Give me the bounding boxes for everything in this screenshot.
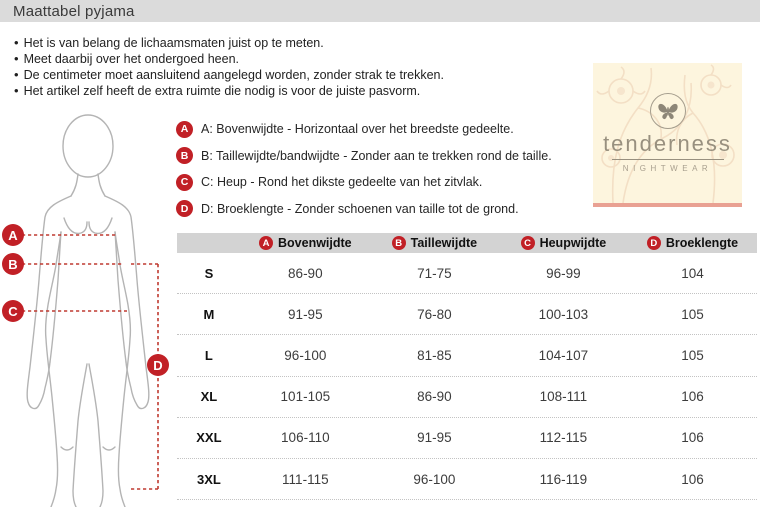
instruction-item-3: • De centimeter moet aansluitend aangelegd worden, zonder strak te trekken.: [14, 67, 444, 83]
size-label-m: M: [203, 306, 215, 322]
legend-badge-a: A: [176, 121, 193, 138]
brand-subtitle: NIGHTWEAR: [622, 164, 713, 173]
cell-l-taillewijdte: 81-85: [417, 347, 452, 363]
size-table: [177, 233, 757, 500]
instruction-item-1: • Het is van belang de lichaamsmaten juist op te meten.: [14, 35, 444, 51]
measurement-legend: [176, 116, 552, 222]
cell-xl-bovenwijdte: 101-105: [280, 389, 331, 405]
cell-xl-taillewijdte: 86-90: [417, 389, 452, 405]
size-label-l: L: [204, 347, 213, 363]
cell-l-heupwijdte: 104-107: [538, 347, 589, 363]
body-silhouette-illustration: [0, 105, 180, 507]
header-label-c: Heupwijdte: [539, 236, 607, 250]
cell-xxl-heupwijdte: 112-115: [539, 430, 588, 446]
legend-text-d: D: Broeklengte - Zonder schoenen van taille tot de grond.: [201, 201, 519, 216]
header-badge-b: B: [392, 236, 406, 250]
legend-row-c: [176, 169, 552, 196]
figure-marker-d: D: [147, 354, 169, 376]
header-badge-a: A: [259, 236, 273, 250]
table-row-s: [177, 253, 757, 294]
logo-divider: [612, 159, 724, 160]
brand-logo: [593, 63, 742, 207]
header-col-d: [628, 236, 757, 250]
cell-l-bovenwijdte: 96-100: [284, 347, 327, 363]
page-title: Maattabel pyjama: [13, 2, 135, 20]
legend-row-b: [176, 143, 552, 170]
table-row-l: [177, 335, 757, 376]
logo-bottom-stripe: [593, 203, 742, 207]
cell-xxl-broeklengte: 106: [681, 430, 704, 446]
header-label-d: Broeklengte: [665, 236, 739, 250]
header-badge-c: C: [521, 236, 535, 250]
cell-m-broeklengte: 105: [681, 306, 704, 322]
size-label-xxl: XXL: [196, 430, 222, 446]
instruction-item-4: • Het artikel zelf heeft de extra ruimte die nodig is voor de juiste pasvorm.: [14, 83, 444, 99]
legend-row-a: [176, 116, 552, 143]
header-label-a: Bovenwijdte: [278, 236, 352, 250]
size-label-xl: XL: [200, 389, 218, 405]
size-table-body: [177, 253, 757, 500]
figure-marker-b: B: [2, 253, 24, 275]
legend-badge-d: D: [176, 200, 193, 217]
legend-text-a: A: Bovenwijdte - Horizontaal over het breedste gedeelte.: [201, 122, 514, 137]
header-col-a: [241, 236, 370, 250]
cell-3xl-bovenwijdte: 111-115: [282, 471, 329, 487]
table-row-xl: [177, 377, 757, 418]
cell-s-bovenwijdte: 86-90: [288, 265, 323, 281]
brand-name: tenderness: [603, 131, 732, 156]
instruction-list: [14, 35, 444, 99]
header-label-b: Taillewijdte: [410, 236, 478, 250]
header-col-b: [370, 236, 499, 250]
cell-s-broeklengte: 104: [681, 265, 704, 281]
table-row-m: [177, 294, 757, 335]
cell-xl-broeklengte: 106: [681, 389, 704, 405]
cell-m-bovenwijdte: 91-95: [288, 306, 323, 322]
instruction-item-2: • Meet daarbij over het ondergoed heen.: [14, 51, 444, 67]
cell-s-taillewijdte: 71-75: [417, 265, 452, 281]
cell-xxl-bovenwijdte: 106-110: [281, 430, 330, 446]
size-label-s: S: [204, 265, 214, 281]
title-bar: [0, 0, 760, 22]
size-table-header: [177, 233, 757, 253]
cell-3xl-taillewijdte: 96-100: [413, 471, 456, 487]
body-measurement-figure: [0, 105, 180, 507]
figure-marker-c: C: [2, 300, 24, 322]
header-col-c: [499, 236, 628, 250]
cell-3xl-heupwijdte: 116-119: [539, 471, 588, 487]
legend-badge-b: B: [176, 147, 193, 164]
size-label-3xl: 3XL: [196, 471, 221, 487]
figure-marker-a: A: [2, 224, 24, 246]
cell-s-heupwijdte: 96-99: [546, 265, 581, 281]
cell-3xl-broeklengte: 106: [681, 471, 704, 487]
table-row-3xl: [177, 459, 757, 500]
cell-xxl-taillewijdte: 91-95: [417, 430, 452, 446]
header-badge-d: D: [647, 236, 661, 250]
butterfly-icon: [650, 93, 686, 129]
cell-l-broeklengte: 105: [681, 347, 704, 363]
legend-text-b: B: Taillewijdte/bandwijdte - Zonder aan te trekken rond de taille.: [201, 148, 552, 163]
legend-badge-c: C: [176, 174, 193, 191]
table-row-xxl: [177, 418, 757, 459]
cell-m-heupwijdte: 100-103: [538, 306, 589, 322]
legend-row-d: [176, 196, 552, 223]
legend-text-c: C: Heup - Rond het dikste gedeelte van het zitvlak.: [201, 175, 483, 190]
cell-xl-heupwijdte: 108-111: [539, 389, 588, 405]
cell-m-taillewijdte: 76-80: [417, 306, 452, 322]
